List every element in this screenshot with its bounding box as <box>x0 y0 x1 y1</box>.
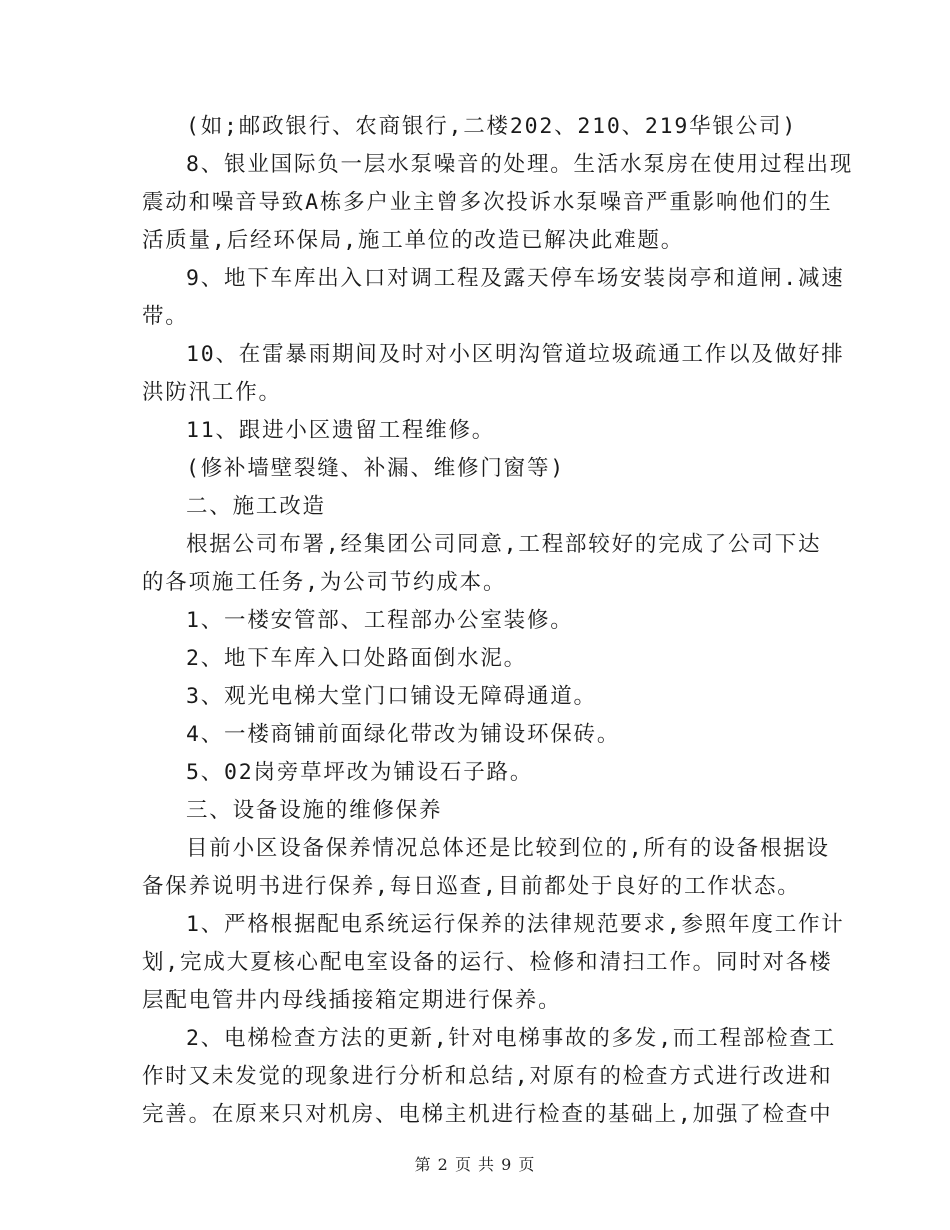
paragraph-line: 1、严格根据配电系统运行保养的法律规范要求,参照年度工作计 <box>186 912 845 937</box>
paragraph-line: 9、地下车库出入口对调工程及露天停车场安装岗亭和道闸.减速 <box>186 266 845 291</box>
paragraph-line: 层配电管井内母线插接箱定期进行保养。 <box>142 988 562 1013</box>
paragraph-line: 完善。在原来只对机房、电梯主机进行检查的基础上,加强了检查中 <box>142 1102 833 1127</box>
paragraph-line: 划,完成大夏核心配电室设备的运行、检修和清扫工作。同时对各楼 <box>142 950 833 975</box>
paragraph-line: 备保养说明书进行保养,每日巡查,目前都处于良好的工作状态。 <box>142 874 801 899</box>
paragraph-line: 4、一楼商铺前面绿化带改为铺设环保砖。 <box>186 722 621 747</box>
paragraph-line: 的各项施工任务,为公司节约成本。 <box>142 570 507 595</box>
paragraph-line: 震动和噪音导致A栋多户业主曾多次投诉水泵噪音严重影响他们的生 <box>142 190 833 215</box>
paragraph-line: 带。 <box>142 304 189 329</box>
paragraph-line: 作时又未发觉的现象进行分析和总结,对原有的检查方式进行改进和 <box>142 1064 833 1089</box>
paragraph-line: 11、跟进小区遗留工程维修。 <box>186 418 496 443</box>
paragraph-line: 2、地下车库入口处路面倒水泥。 <box>186 646 527 671</box>
section-heading: 二、施工改造 <box>186 494 326 519</box>
paragraph-line: 10、在雷暴雨期间及时对小区明沟管道垃圾疏通工作以及做好排 <box>186 342 845 367</box>
paragraph-line: 目前小区设备保养情况总体还是比较到位的,所有的设备根据设 <box>186 836 830 861</box>
section-heading: 三、设备设施的维修保养 <box>186 798 443 823</box>
paragraph-line: (如;邮政银行、农商银行,二楼202、210、219华银公司) <box>186 114 798 139</box>
paragraph-line: 活质量,后经环保局,施工单位的改造已解决此难题。 <box>142 228 685 253</box>
page-number-footer: 第 2 页 共 9 页 <box>414 1155 536 1174</box>
paragraph-line: 根据公司布署,经集团公司同意,工程部较好的完成了公司下达 <box>186 532 822 557</box>
paragraph-line: 洪防汛工作。 <box>142 380 282 405</box>
paragraph-line: 3、观光电梯大堂门口铺设无障碍通道。 <box>186 684 597 709</box>
paragraph-line: 8、银业国际负一层水泵噪音的处理。生活水泵房在使用过程出现 <box>186 152 854 177</box>
paragraph-line: 1、一楼安管部、工程部办公室装修。 <box>186 608 574 633</box>
paragraph-line: 5、02岗旁草坪改为铺设石子路。 <box>186 760 534 785</box>
paragraph-line: 2、电梯检查方法的更新,针对电梯事故的多发,而工程部检查工 <box>186 1026 837 1051</box>
paragraph-line: (修补墙壁裂缝、补漏、维修门窗等) <box>186 456 565 481</box>
